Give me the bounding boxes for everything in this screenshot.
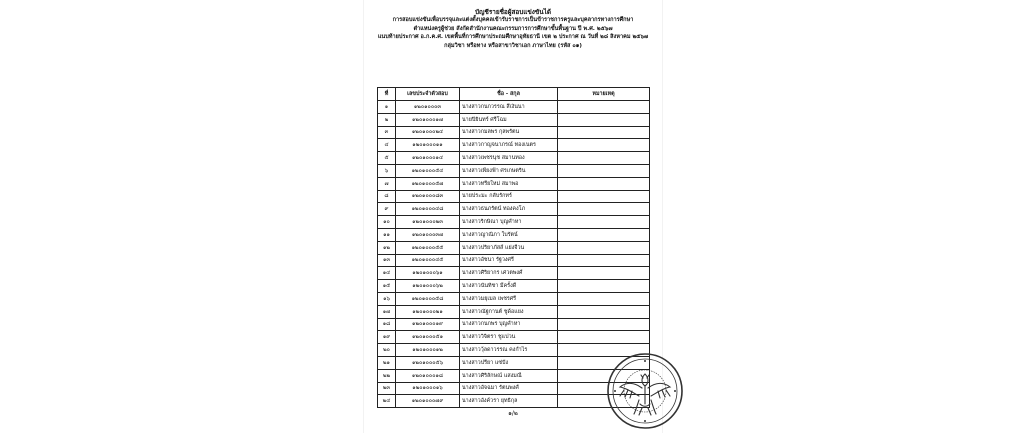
row-exam-id: ๑๒๐๑๐๐๐๓	[396, 101, 460, 114]
row-name: นางสาวเพชรนุช สมานทอง	[460, 152, 558, 165]
row-name: นางสาวศิริลักษณ์ แสงมณี	[460, 369, 558, 382]
row-name: นายปิยินทร์ ศรีโฉม	[460, 113, 558, 126]
table-row	[378, 292, 650, 305]
column-header-no: ที่	[378, 88, 396, 101]
row-exam-id: ๑๒๐๑๐๐๐๘๓	[396, 190, 460, 203]
table-row	[378, 241, 650, 254]
garuda-seal-icon	[606, 352, 684, 430]
row-exam-id: ๑๒๐๑๐๐๐๕๗	[396, 177, 460, 190]
document-subtitle-1: การสอบแข่งขันเพื่อบรรจุและแต่งตั้งบุคคลเข้ารับราชการเป็นข้าราชการครูและบุคลากรทางการศึกษา	[392, 17, 634, 24]
row-number: ๑๖	[378, 292, 396, 305]
table-row	[378, 318, 650, 331]
table-row	[378, 126, 650, 139]
row-number: ๓	[378, 126, 396, 139]
row-note	[558, 101, 650, 114]
row-name: นางสาวญาณิภา ใบรัตน์	[460, 228, 558, 241]
row-note	[558, 228, 650, 241]
row-note	[558, 331, 650, 344]
row-note	[558, 164, 650, 177]
row-name: นางสาวริกษิณา บุญคำหา	[460, 216, 558, 229]
row-exam-id: ๑๒๐๑๐๐๐๒๔	[396, 126, 460, 139]
row-name: นางสาวกนกวรรณ สีเงินนา	[460, 101, 558, 114]
row-number: ๕	[378, 152, 396, 165]
column-header-exam-id: เลขประจำตัวสอบ	[396, 88, 460, 101]
row-number: ๒	[378, 113, 396, 126]
page-number: ๑/๒	[508, 410, 518, 417]
document-title: บัญชีรายชื่อผู้สอบแข่งขันได้	[474, 8, 552, 16]
row-exam-id: ๑๒๐๑๐๐๐๓๗	[396, 228, 460, 241]
table-row	[378, 280, 650, 293]
document-subtitle-2: ตำแหน่งครูผู้ช่วย สังกัดสำนักงานคณะกรรมการการศึกษาขั้นพื้นฐาน ปี พ.ศ. ๒๕๖๗	[413, 25, 613, 32]
table-row	[378, 216, 650, 229]
row-note	[558, 113, 650, 126]
row-name: นางสาววิจิตรา ชูแปวน	[460, 331, 558, 344]
row-name: นางสาวอัชนา รัฐวงศรี	[460, 254, 558, 267]
row-exam-id: ๑๒๐๑๐๐๐๖๑	[396, 267, 460, 280]
row-name: นางสาวปริยาภัสส์ แย่งจีวน	[460, 241, 558, 254]
row-note	[558, 267, 650, 280]
row-number: ๑	[378, 101, 396, 114]
table-row	[378, 254, 650, 267]
row-exam-id: ๑๒๐๑๐๐๐๕๖	[396, 356, 460, 369]
row-note	[558, 280, 650, 293]
table-row	[378, 101, 650, 114]
row-number: ๑๔	[378, 267, 396, 280]
table-row	[378, 228, 650, 241]
row-exam-id: ๑๒๐๑๐๐๐๑๖	[396, 382, 460, 395]
row-number: ๘	[378, 190, 396, 203]
row-number: ๑๐	[378, 216, 396, 229]
table-row	[378, 305, 650, 318]
row-name: นางสาวกมลพร กุลพรัตน	[460, 126, 558, 139]
row-note	[558, 241, 650, 254]
row-exam-id: ๑๒๐๑๐๐๐๕๑	[396, 331, 460, 344]
column-header-name: ชื่อ - สกุล	[460, 88, 558, 101]
row-note	[558, 126, 650, 139]
table-header-row	[378, 88, 650, 101]
row-exam-id: ๑๒๐๑๐๐๐๔๕	[396, 254, 460, 267]
row-number: ๔	[378, 139, 396, 152]
row-name: นางสาวกนกพร บุญคำหา	[460, 318, 558, 331]
row-exam-id: ๑๒๐๑๐๐๐๑๙	[396, 318, 460, 331]
row-note	[558, 305, 650, 318]
row-note	[558, 292, 650, 305]
row-name: นางสาวกาญจนาภรณ์ ทองเนตร	[460, 139, 558, 152]
table-row	[378, 203, 650, 216]
document-page	[364, 0, 662, 433]
row-exam-id: ๑๒๐๑๐๐๐๔๘	[396, 203, 460, 216]
row-number: ๒๔	[378, 395, 396, 408]
row-name: นางสาวธนภรัตน์ ทองคงโภ	[460, 203, 558, 216]
row-number: ๒๒	[378, 369, 396, 382]
row-name: นายประมะ กลับรักทร์	[460, 190, 558, 203]
row-number: ๑๙	[378, 331, 396, 344]
row-exam-id: ๑๒๐๑๐๐๐๑๔	[396, 152, 460, 165]
row-name: นางสาวมยุเมล เพชรศรี	[460, 292, 558, 305]
row-number: ๙	[378, 203, 396, 216]
row-name: นางสาวปรียา แซ่ปัง	[460, 356, 558, 369]
row-exam-id: ๑๒๐๑๐๐๐๖๒	[396, 280, 460, 293]
row-name: นางสาวนันทิชา มีครั้งดี	[460, 280, 558, 293]
document-subtitle-4: กลุ่มวิชา หรือทาง หรือสาขาวิชาเอก ภาษาไทย (รหัส ๐๑)	[444, 42, 582, 49]
table-row	[378, 190, 650, 203]
row-number: ๑๕	[378, 280, 396, 293]
row-number: ๒๑	[378, 356, 396, 369]
row-note	[558, 139, 650, 152]
row-exam-id: ๑๒๐๑๐๐๐๕๕	[396, 241, 460, 254]
row-exam-id: ๑๒๐๑๐๐๐๒๓	[396, 216, 460, 229]
row-exam-id: ๑๒๐๑๐๐๐๑๗	[396, 113, 460, 126]
row-number: ๗	[378, 177, 396, 190]
row-name: นางสาวศิริยากร เศวตพงศ์	[460, 267, 558, 280]
row-note	[558, 318, 650, 331]
row-number: ๑๒	[378, 241, 396, 254]
row-exam-id: ๑๒๐๑๐๐๐๑๑	[396, 139, 460, 152]
row-exam-id: ๑๒๐๑๐๐๐๗๙	[396, 395, 460, 408]
table-row	[378, 331, 650, 344]
row-number: ๑๗	[378, 305, 396, 318]
table-row	[378, 152, 650, 165]
row-number: ๑๑	[378, 228, 396, 241]
row-name: นางสาวทรียใหม่ สมาพอ	[460, 177, 558, 190]
table-row	[378, 177, 650, 190]
document-header	[364, 8, 662, 50]
row-note	[558, 203, 650, 216]
table-row	[378, 164, 650, 177]
row-note	[558, 216, 650, 229]
row-note	[558, 152, 650, 165]
row-number: ๒๐	[378, 344, 396, 357]
row-exam-id: ๑๒๐๑๐๐๐๕๘	[396, 292, 460, 305]
row-number: ๒๓	[378, 382, 396, 395]
row-name: นางสาวอังค์วรา ยุทธิกุล	[460, 395, 558, 408]
row-exam-id: ๑๒๐๑๐๐๐๕๔	[396, 164, 460, 177]
row-name: นางสาววุ้ลดาวรรณ คงกำไร	[460, 344, 558, 357]
document-subtitle-3: แนบท้ายประกาศ อ.ก.ค.ศ. เขตพื้นที่การศึกษาประถมศึกษาอุทัยธานี เขต ๒ ประกาศ ณ วันที่ ๒๘ สิงหาคม ๒๕๖๗	[377, 34, 649, 41]
row-name: นางสาวเพียงฟ้า ศรเกษตริน	[460, 164, 558, 177]
row-note	[558, 254, 650, 267]
row-exam-id: ๑๒๐๑๐๐๐๒๑	[396, 305, 460, 318]
row-number: ๑๓	[378, 254, 396, 267]
row-note	[558, 190, 650, 203]
table-row	[378, 267, 650, 280]
row-name: นางสาวณัฐกานต์ ชูด้อแยง	[460, 305, 558, 318]
row-name: นางสาวอัจฉมา รัตนพงศ์	[460, 382, 558, 395]
row-note	[558, 177, 650, 190]
column-header-note: หมายเหตุ	[558, 88, 650, 101]
row-number: ๑๘	[378, 318, 396, 331]
table-row	[378, 139, 650, 152]
row-number: ๖	[378, 164, 396, 177]
row-exam-id: ๑๒๐๑๐๐๐๑๘	[396, 369, 460, 382]
table-row	[378, 113, 650, 126]
row-exam-id: ๑๒๐๑๐๐๐๑๒	[396, 344, 460, 357]
